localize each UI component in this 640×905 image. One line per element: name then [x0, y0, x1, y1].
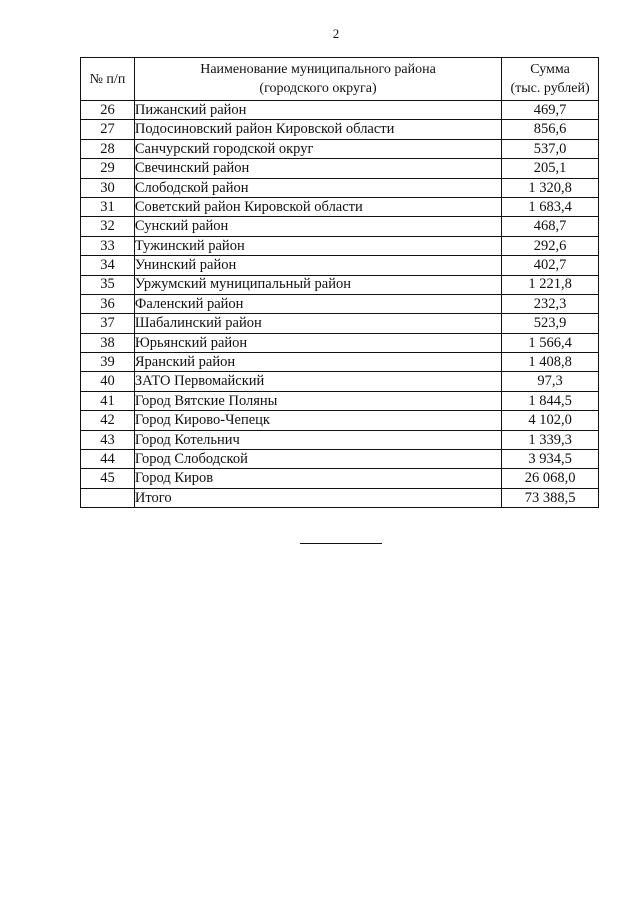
row-sum: 523,9 [502, 314, 599, 333]
page-number: 2 [332, 26, 340, 41]
row-sum: 1 844,5 [502, 391, 599, 410]
header-number-label: № п/п [89, 71, 126, 87]
row-sum: 1 566,4 [502, 333, 599, 352]
header-sum-line2: (тыс. рублей) [510, 81, 590, 96]
header-sum-line1: Сумма [530, 62, 570, 77]
table-row [81, 101, 599, 120]
row-number [81, 488, 135, 507]
row-number: 45 [81, 469, 135, 488]
table-row [81, 450, 599, 469]
row-sum: 402,7 [502, 256, 599, 275]
row-name: Пижанский район [134, 101, 501, 120]
row-number: 30 [81, 178, 135, 197]
row-number: 43 [81, 430, 135, 449]
table-body [81, 101, 599, 508]
row-sum: 1 408,8 [502, 353, 599, 372]
table-row [81, 275, 599, 294]
row-sum: 232,3 [502, 294, 599, 313]
header-name-line1: Наименование муниципального района [200, 62, 436, 77]
table-row [81, 430, 599, 449]
table-row [81, 159, 599, 178]
row-name: Свечинский район [134, 159, 501, 178]
row-sum: 292,6 [502, 236, 599, 255]
header-name-line2: (городского округа) [259, 81, 377, 96]
row-name: Санчурский городской округ [134, 139, 501, 158]
table-row [81, 217, 599, 236]
row-number: 39 [81, 353, 135, 372]
table-row [81, 411, 599, 430]
table-header-row [81, 58, 599, 101]
row-number: 27 [81, 120, 135, 139]
row-name: Город Киров [134, 469, 501, 488]
row-number: 29 [81, 159, 135, 178]
table-row [81, 372, 599, 391]
table-row [81, 333, 599, 352]
row-number: 35 [81, 275, 135, 294]
row-sum: 26 068,0 [502, 469, 599, 488]
table-row [81, 139, 599, 158]
row-number: 44 [81, 450, 135, 469]
row-number: 41 [81, 391, 135, 410]
table-row [81, 197, 599, 216]
total-row [81, 488, 599, 507]
row-name: ЗАТО Первомайский [134, 372, 501, 391]
row-sum: 1 339,3 [502, 430, 599, 449]
row-name: Итого [134, 488, 501, 507]
table-row [81, 294, 599, 313]
closing-rule [300, 543, 382, 544]
row-sum: 468,7 [502, 217, 599, 236]
row-sum: 1 683,4 [502, 197, 599, 216]
row-sum: 4 102,0 [502, 411, 599, 430]
row-number: 42 [81, 411, 135, 430]
table-row [81, 236, 599, 255]
row-number: 26 [81, 101, 135, 120]
row-name: Тужинский район [134, 236, 501, 255]
row-name: Советский район Кировской области [134, 197, 501, 216]
row-sum: 73 388,5 [502, 488, 599, 507]
row-name: Город Котельнич [134, 430, 501, 449]
table-row [81, 256, 599, 275]
header-sum [502, 58, 599, 101]
table-row [81, 178, 599, 197]
table-row [81, 120, 599, 139]
table-row [81, 469, 599, 488]
row-number: 31 [81, 197, 135, 216]
row-name: Город Кирово-Чепецк [134, 411, 501, 430]
row-number: 28 [81, 139, 135, 158]
row-sum: 856,6 [502, 120, 599, 139]
row-number: 37 [81, 314, 135, 333]
row-number: 34 [81, 256, 135, 275]
header-name [134, 58, 501, 101]
header-number [81, 58, 135, 101]
allocation-table [80, 57, 599, 508]
row-name: Уржумский муниципальный район [134, 275, 501, 294]
table-row [81, 314, 599, 333]
row-sum: 537,0 [502, 139, 599, 158]
row-number: 36 [81, 294, 135, 313]
row-name: Яранский район [134, 353, 501, 372]
row-sum: 205,1 [502, 159, 599, 178]
row-number: 40 [81, 372, 135, 391]
row-name: Город Вятские Поляны [134, 391, 501, 410]
table-row [81, 391, 599, 410]
row-name: Унинский район [134, 256, 501, 275]
row-sum: 1 320,8 [502, 178, 599, 197]
row-sum: 3 934,5 [502, 450, 599, 469]
row-name: Шабалинский район [134, 314, 501, 333]
row-number: 33 [81, 236, 135, 255]
row-sum: 97,3 [502, 372, 599, 391]
row-name: Подосиновский район Кировской области [134, 120, 501, 139]
row-name: Город Слободской [134, 450, 501, 469]
row-name: Слободской район [134, 178, 501, 197]
row-number: 38 [81, 333, 135, 352]
table-row [81, 353, 599, 372]
row-name: Фаленский район [134, 294, 501, 313]
row-name: Юрьянский район [134, 333, 501, 352]
row-sum: 1 221,8 [502, 275, 599, 294]
row-sum: 469,7 [502, 101, 599, 120]
row-number: 32 [81, 217, 135, 236]
row-name: Сунский район [134, 217, 501, 236]
